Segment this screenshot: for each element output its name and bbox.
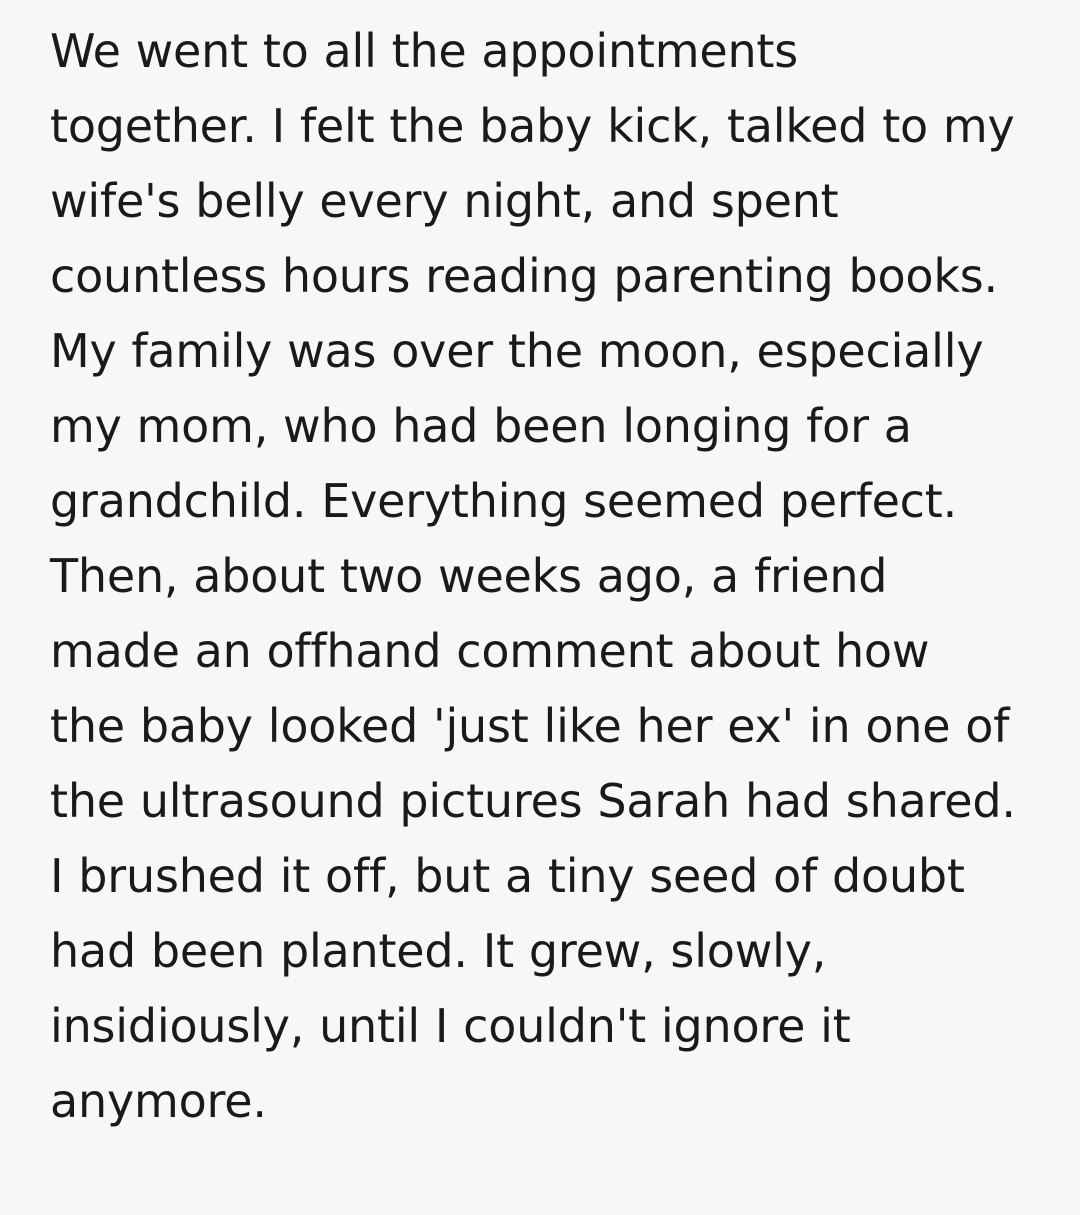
story-paragraph: We went to all the appointments together. I felt the baby kick, talked to my wife's belly every night, and spent countless hours reading parenting books. My family was over the moon, especially my mom, who had been longing for a grandchild. Everything seemed perfect. Then, about two weeks ago, a friend made an offhand comment about how the baby looked 'just like her ex' in one of the ultrasound pictures Sarah had shared. I brushed it off, but a tiny seed of doubt had been planted. It grew, slowly, insidiously, until I couldn't ignore it anymore. [50, 24, 1031, 1128]
